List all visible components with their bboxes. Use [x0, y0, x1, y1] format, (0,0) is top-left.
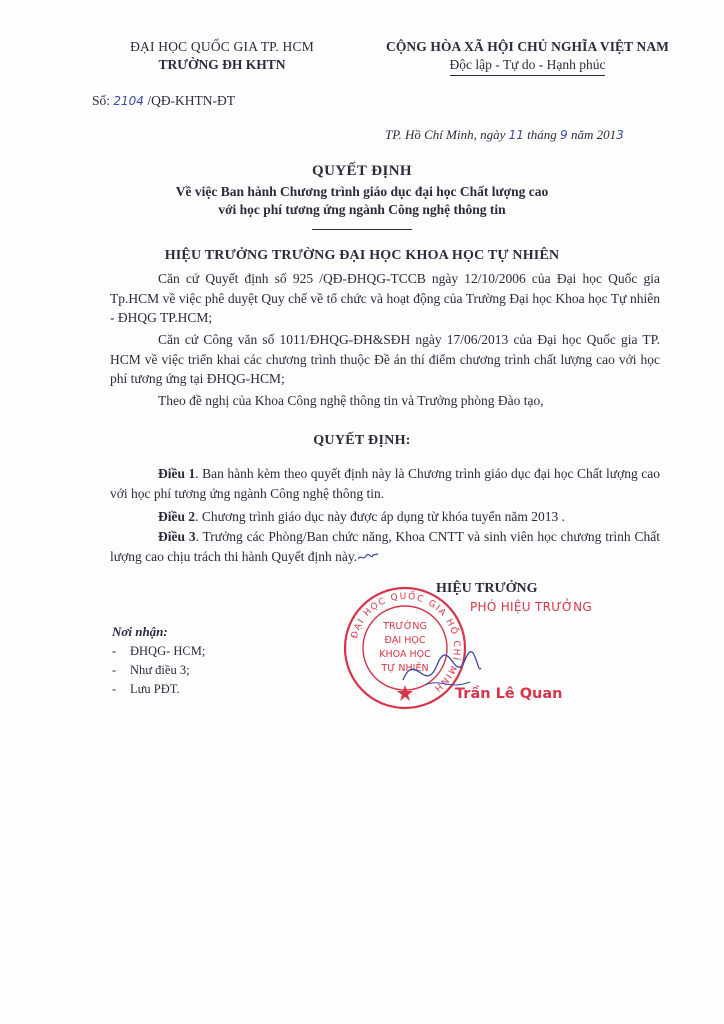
seal-line-3: KHOA HỌC [379, 649, 431, 660]
doc-number-handwritten: 2104 [113, 94, 144, 108]
title-divider [312, 229, 412, 230]
date-year-label: năm 201 [567, 127, 617, 142]
header-right [355, 38, 700, 76]
recipient-item: - Lưu PĐT. [112, 682, 180, 696]
seal-ring-text: ĐẠI HỌC QUỐC GIA HỒ CHÍ MINH [349, 591, 462, 694]
preamble-text-2: Căn cứ Công văn số 1011/ĐHQG-ĐH&SĐH ngày 17/06/2013 của Đại học Quốc gia TP. HCM về việc triển khai các chương trình thuộc Đề án thí điểm chương trình chất lượng cao với học phí tương ứng tại ĐHQG-HCM; [110, 332, 660, 386]
date-year-digit: 3 [616, 128, 624, 142]
seal-line-4: TỰ NHIÊN [381, 663, 429, 674]
seal-line-2: ĐẠI HỌC [384, 635, 426, 646]
signatory-title: HIỆU TRƯỞNG [436, 581, 538, 596]
document-number [92, 93, 235, 109]
seal-line-1: TRƯỜNG [383, 621, 427, 632]
article-2 [110, 507, 660, 527]
date-month: 9 [560, 128, 568, 142]
country-name: CỘNG HÒA XÃ HỘI CHỦ NGHĨA VIỆT NAM [385, 39, 670, 54]
national-motto: Độc lập - Tự do - Hạnh phúc [450, 56, 606, 76]
header-left [92, 38, 352, 74]
recipient-item: - Như điều 3; [112, 663, 190, 677]
recipients-title: Nơi nhận: [112, 624, 168, 639]
preamble-text-3: Theo đề nghị của Khoa Công nghệ thông tin và Trưởng phòng Đào tạo, [158, 393, 544, 408]
preamble-text-1: Căn cứ Quyết định số 925 /QĐ-ĐHQG-TCCB ngày 12/10/2006 của Đại học Quốc gia Tp.HCM về việc phê duyệt Quy chế về tổ chức và hoạt động của Trường Đại học Khoa học Tự nhiên - ĐHQG TP.HCM; [110, 271, 660, 325]
signer-name: Trần Lê Quan [455, 686, 563, 702]
article-1-text: . Ban hành kèm theo quyết định này là Chương trình giáo dục đại học Chất lượng cao với học phí tương ứng ngành Công nghệ thông tin. [110, 466, 661, 501]
vice-principal-title: PHÓ HIỆU TRƯỞNG [470, 600, 592, 614]
document-title: QUYẾT ĐỊNH [312, 163, 412, 179]
date-day: 11 [508, 128, 524, 142]
doc-number-suffix: /QĐ-KHTN-ĐT [143, 93, 236, 108]
subtitle-line-2: với học phí tương ứng ngành Công nghệ thông tin [218, 202, 506, 217]
article-3-label: Điều 3 [158, 529, 196, 544]
date-prefix: TP. Hồ Chí Minh, ngày [385, 127, 509, 142]
document-subtitle [0, 183, 724, 219]
article-1 [110, 464, 660, 503]
decision-heading: QUYẾT ĐỊNH: [313, 433, 411, 448]
preamble-paragraph-1 [110, 269, 660, 328]
preamble-paragraph-3 [110, 391, 660, 411]
recipient-item: - ĐHQG- HCM; [112, 644, 206, 658]
article-1-label: Điều 1 [158, 466, 196, 481]
doc-number-prefix: Số: [92, 93, 114, 108]
article-3-text: . Trưởng các Phòng/Ban chức năng, Khoa CNTT và sinh viên học chương trình Chất lượng cao chịu trách thi hành Quyết định này. [110, 529, 661, 564]
article-2-label: Điều 2 [158, 509, 196, 524]
school-name: TRƯỜNG ĐH KHTN [158, 57, 286, 72]
initial-mark-icon [357, 552, 379, 562]
article-2-text: . Chương trình giáo dục này được áp dụng từ khóa tuyển năm 2013 . [195, 509, 566, 524]
date-month-label: tháng [523, 127, 561, 142]
issuer-heading: HIỆU TRƯỞNG TRƯỜNG ĐẠI HỌC KHOA HỌC TỰ NHIÊN [164, 248, 560, 263]
subtitle-line-1: Về việc Ban hành Chương trình giáo dục đại học Chất lượng cao [175, 184, 549, 199]
recipients-list [112, 642, 205, 699]
article-3 [110, 527, 660, 566]
date-line [385, 127, 624, 143]
preamble-paragraph-2 [110, 330, 660, 389]
university-name: ĐẠI HỌC QUỐC GIA TP. HCM [130, 39, 314, 54]
